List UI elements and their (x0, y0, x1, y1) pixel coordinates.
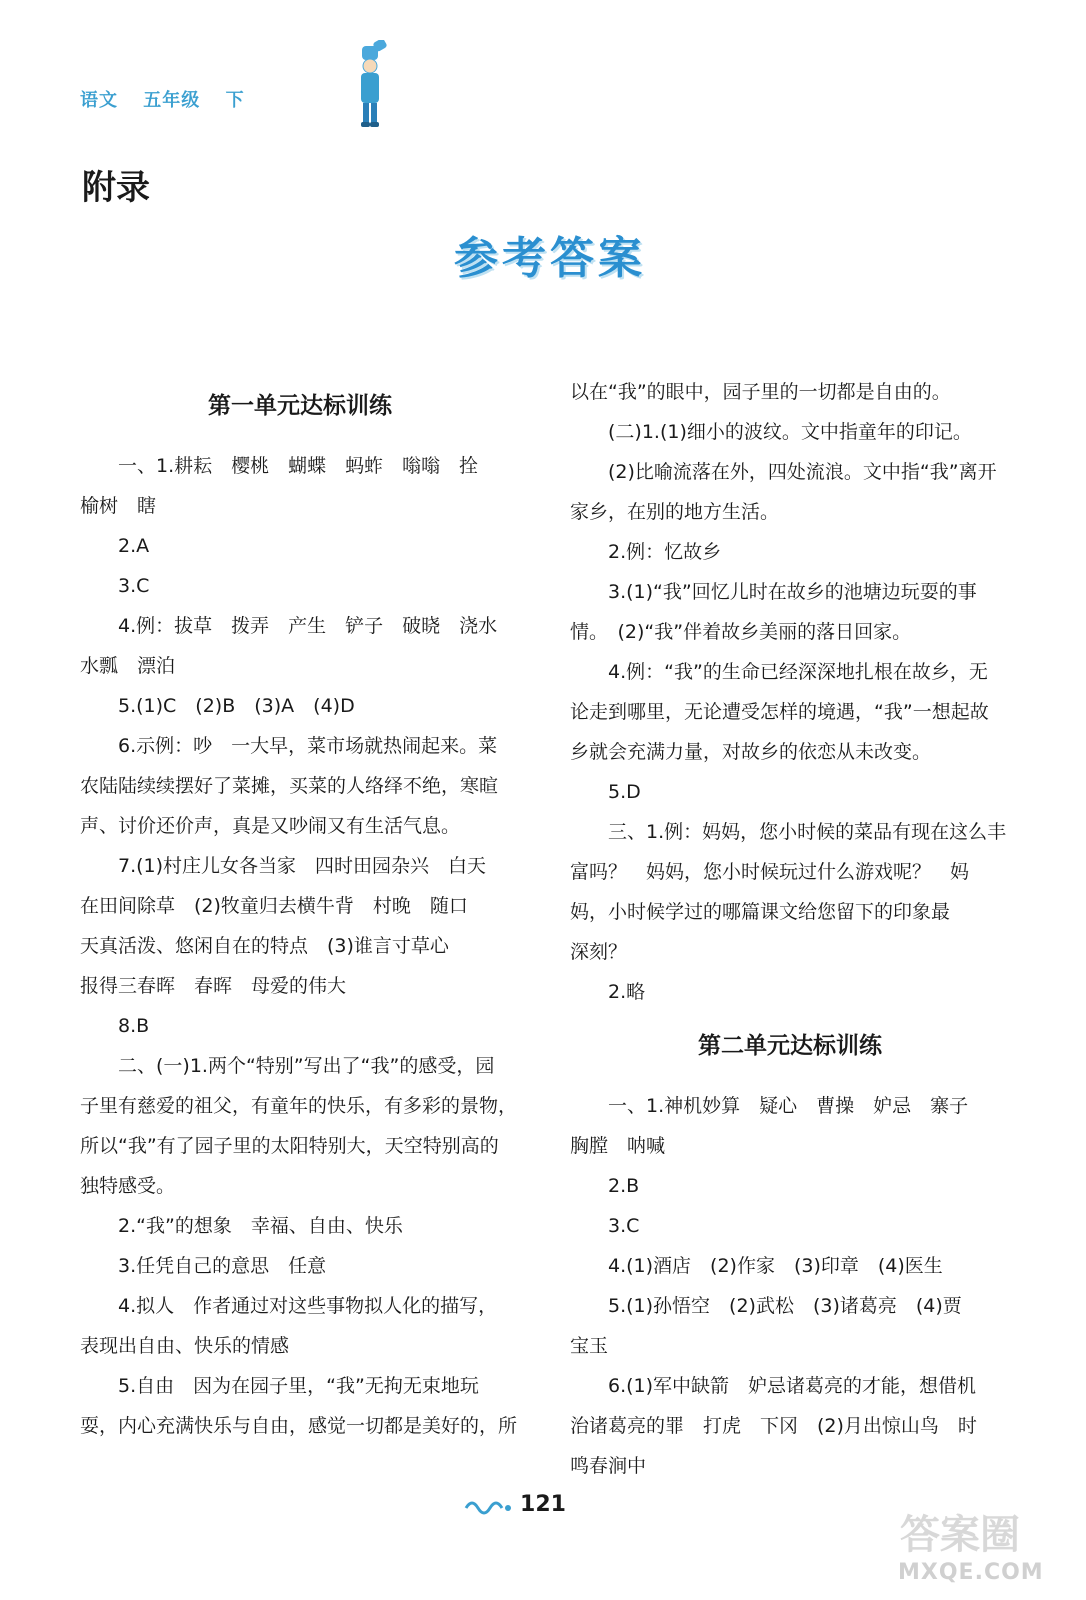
answer-line: 3.C (118, 575, 150, 597)
right-column-bottom (570, 1086, 1010, 1486)
answer-line: 3.任凭自己的意思 任意 (118, 1255, 327, 1277)
answer-line: 在田间除草 (2)牧童归去横牛背 村晚 随口 (80, 895, 468, 917)
cartoon-figure-icon (352, 40, 388, 130)
left-column (80, 372, 520, 1446)
answer-line: 治诸葛亮的罪 打虎 下冈 (2)月出惊山鸟 时 (570, 1415, 977, 1437)
answer-line: 榆树 瞎 (80, 495, 157, 517)
unit-2-title: 第二单元达标训练 (698, 1032, 882, 1059)
answer-line: 6.(1)军中缺箭 妒忌诸葛亮的才能，想借机 (608, 1375, 977, 1397)
answer-line: 6.示例：吵 一大早，菜市场就热闹起来。菜 (118, 735, 498, 757)
answer-line: 5.(1)孙悟空 (2)武松 (3)诸葛亮 (4)贾 (608, 1295, 962, 1317)
answer-line: 家乡，在别的地方生活。 (570, 501, 780, 523)
answer-line: 5.D (608, 781, 641, 803)
answer-line: 富吗？ 妈妈，您小时候玩过什么游戏呢？ 妈 (570, 861, 970, 883)
answer-line: 表现出自由、快乐的情感 (80, 1335, 290, 1357)
answer-line: (二)1.(1)细小的波纹。文中指童年的印记。 (608, 421, 972, 443)
answer-line: 耍，内心充满快乐与自由，感觉一切都是美好的，所 (80, 1415, 518, 1437)
page-number: 121 (520, 1492, 566, 1517)
answer-line: 5.(1)C (2)B (3)A (4)D (118, 695, 355, 717)
answer-line: 2.略 (608, 981, 646, 1003)
answer-line: 深刻？ (570, 941, 628, 963)
unit-1-title: 第一单元达标训练 (208, 392, 392, 419)
answer-line: 宝玉 (570, 1335, 609, 1357)
answer-line: 一、1.神机妙算 疑心 曹操 妒忌 寨子 (608, 1095, 969, 1117)
answer-line: 胸膛 呐喊 (570, 1135, 666, 1157)
watermark-text: MXQE.COM (898, 1560, 1044, 1585)
header-text (80, 86, 263, 112)
answer-line: 二、(一)1.两个“特别”写出了“我”的感受，园 (118, 1055, 495, 1077)
answer-line: 声、讨价还价声，真是又吵闹又有生活气息。 (80, 815, 461, 837)
answer-line: 报得三春晖 春晖 母爱的伟大 (80, 975, 347, 997)
answer-line: 论走到哪里，无论遭受怎样的境遇，“我”一想起故 (570, 701, 989, 723)
answer-line: 水瓢 漂泊 (80, 655, 176, 677)
answer-line: 2.“我”的想象 幸福、自由、快乐 (118, 1215, 403, 1237)
answer-line: 2.例：忆故乡 (608, 541, 722, 563)
answer-line: 以在“我”的眼中，园子里的一切都是自由的。 (570, 381, 951, 403)
header-grade: 五年级 (143, 90, 201, 111)
answer-line: 7.(1)村庄儿女各当家 四时田园杂兴 白天 (118, 855, 487, 877)
answer-line: (2)比喻流落在外，四处流浪。文中指“我”离开 (608, 461, 997, 483)
watermark-logo-text: 答案圈 (900, 1512, 1020, 1558)
answer-line: 妈，小时候学过的哪篇课文给您留下的印象最 (570, 901, 951, 923)
answer-line: 3.C (608, 1215, 640, 1237)
appendix-heading: 附录 (82, 168, 150, 208)
answer-line: 2.B (608, 1175, 640, 1197)
answer-line: 乡就会充满力量，对故乡的依恋从未改变。 (570, 741, 932, 763)
header-volume: 下 (225, 90, 245, 111)
answer-line: 5.自由 因为在园子里，“我”无拘无束地玩 (118, 1375, 479, 1397)
answer-line: 3.(1)“我”回忆儿时在故乡的池塘边玩耍的事 (608, 581, 977, 603)
answer-line: 一、1.耕耘 樱桃 蝴蝶 蚂蚱 嗡嗡 拴 (118, 455, 479, 477)
answer-line: 2.A (118, 535, 150, 557)
answer-line: 独特感受。 (80, 1175, 176, 1197)
answer-line: 4.拟人 作者通过对这些事物拟人化的描写， (118, 1295, 498, 1317)
answer-key-banner: 参考答案 (454, 233, 646, 284)
right-column-top (570, 372, 1010, 1012)
header-subject: 语文 (80, 90, 118, 111)
answer-line: 鸣春涧中 (570, 1455, 647, 1477)
left-column-body (80, 446, 520, 1446)
answer-line: 情。 (2)“我”伴着故乡美丽的落日回家。 (570, 621, 912, 643)
answer-line: 三、1.例：妈妈，您小时候的菜品有现在这么丰 (608, 821, 1007, 843)
answer-line: 4.例：拔草 拨弄 产生 铲子 破晓 浇水 (118, 615, 498, 637)
answer-line: 4.例：“我”的生命已经深深地扎根在故乡，无 (608, 661, 988, 683)
answer-line: 天真活泼、悠闲自在的特点 (3)谁言寸草心 (80, 935, 449, 957)
answer-line: 子里有慈爱的祖父，有童年的快乐，有多彩的景物， (80, 1095, 518, 1117)
answer-line: 农陆陆续续摆好了菜摊，买菜的人络绎不绝，寒暄 (80, 775, 499, 797)
right-column (570, 372, 1010, 1486)
answer-line: 所以“我”有了园子里的太阳特别大，天空特别高的 (80, 1135, 499, 1157)
answer-line: 4.(1)酒店 (2)作家 (3)印章 (4)医生 (608, 1255, 943, 1277)
answer-line: 8.B (118, 1015, 150, 1037)
